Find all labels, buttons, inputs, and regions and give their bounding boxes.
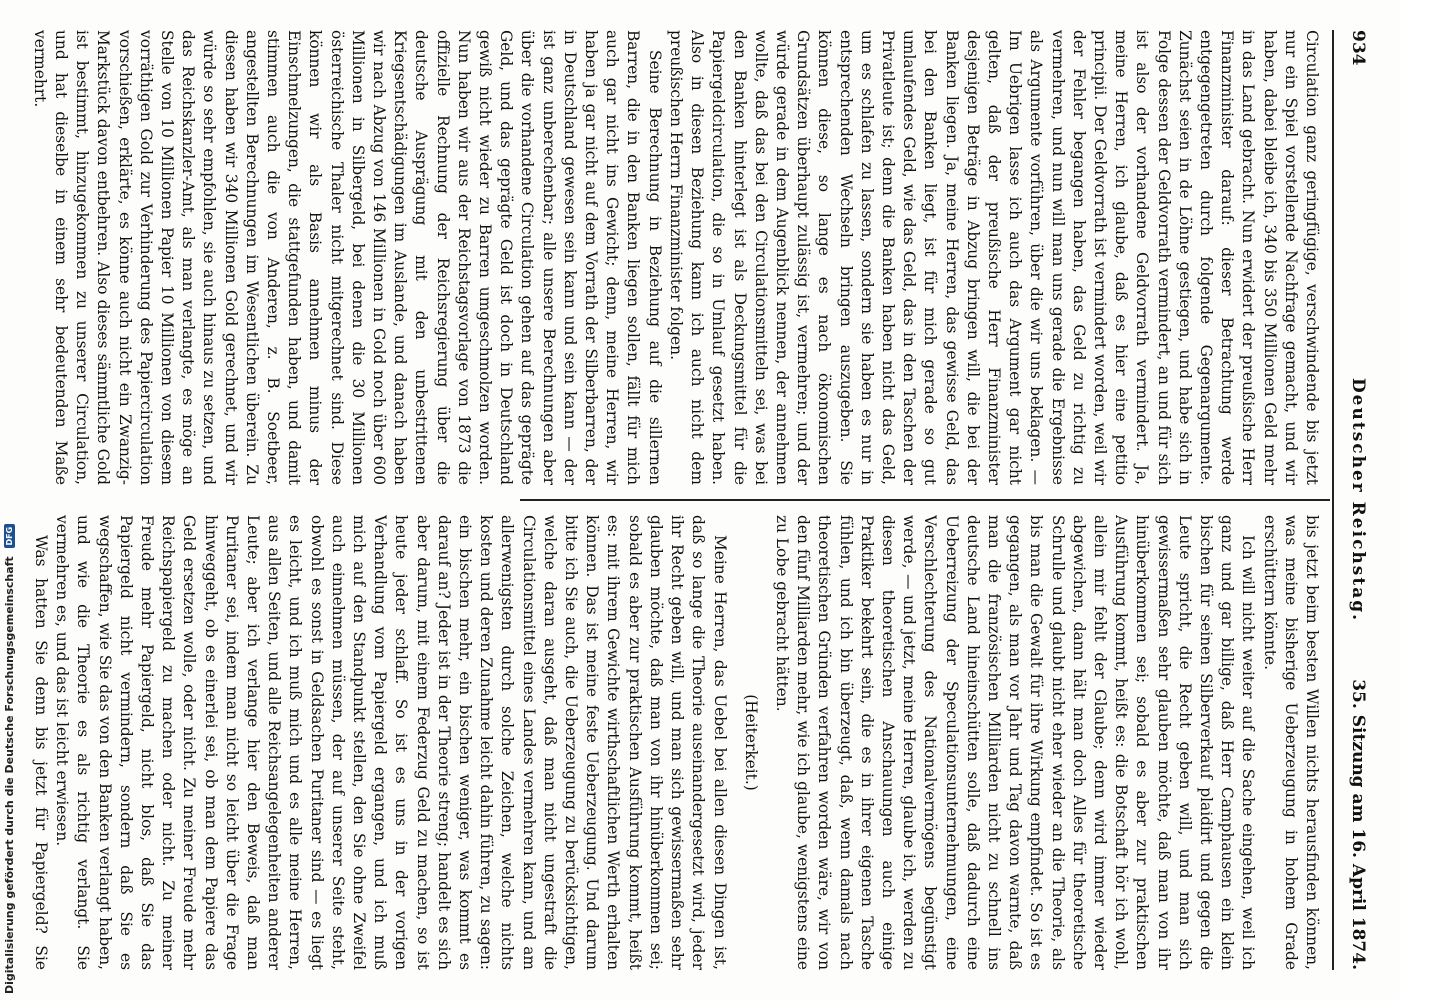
stage-direction: (Heiterkeit.) [741, 694, 760, 791]
paragraph: Was hatten Sie denn bis jetzt für Papiergeld? Sie [32, 535, 51, 970]
header-rule [1332, 30, 1334, 970]
page-number: 934 [1348, 30, 1368, 66]
paragraph: Circulation ganz geringfügige, verschwindende bis jetzt nur ein Spiel vorstellende Nachfrage gemacht, und wir haben, dabei bleibe ich, 340 bis 350 Millionen Geld mehr in das Land gebracht. Nun erwidert der preußische Herr Finanzminister darauf: dieser Betrachtung werde entgegengetreten durch folgende Gegenargumente. Zunächst seien in de Löhne gestiegen, und habe sich in Folge dessen der Geldvorrath vermindert, an und für sich ist also der vorhandene Geldvorrath vermindert. Ja, meine Herren, ich glaube, daß es hier eine petitio principii. Der Geldvorrath ist vermindert worden, weil wir der Fehler begangen haben, das Geld zu richtig zu vermehren, und nun will man uns gerade die Ergebnisse als Argumente vorführen, über die wir uns beklagen. — Im Uebrigen lasse ich auch das Argument gar nicht gelten, daß der preußische Herr Finanzminister desjenigen Beträge in Abzug bringen will, die bei der Banken liegen. Ja, meine Herren, das gewisse Geld, das bei den Banken liegt, ist für mich gerade so gut umlaufendes Geld, wie das Geld, das in den Taschen der Privatleute ist; denn die Banken haben nicht das Geld, um es schlafen zu lassen, sondern sie haben es nur in entsprechenden Wechseln bringen auszugeben. Sie können diese, so lange es nach ökonomischen Grundsätzen überhaupt zulässig ist, vermehren; und der würde gerade in dem Augenblick nennen, der annehmen wollte, daß das bei den Circulationsmitteln sei, was bei den Banken hinterlegt ist als Deckungsmittel für die Papiergeldcirculation, die so in Umlauf gesetzt haben. Also in diesen Beziehung kann ich auch nicht dem preußischen Herrn Finanzminister folgen. [666, 30, 1321, 485]
paragraph: Seine Berechnung in Beziehung auf die sillernen Barren, die in den Banken liegen sollen, fällt für mich auch gar nicht ins Gewicht; denn, meine Herren, wir haben ja gar nicht auf dem Vorrath der Silberbarren, der in Deutschland gewesen sein kann und sein kann — der ist ganz unberechenbar; alle unsere Berechnungen aber über die vorhandene Circulation gehen auf das geprägte Geld, und das geprägte Geld ist doch in Deutschland gewiß nicht wieder zu Barren umgeschmolzen worden. Nun haben wir aus der Reichstagsvorlage von 1873 die offizielle Rechnung der Reichsregierung über die deutsche Ausprägung mit den unbestrittenen Kriegsentschädigungen im Auslande, und danach haben wir nach Abzug von 146 Millionen in Gold noch über 600 Millionen in Silbergeld, bei denen die 30 Millionen österreichische Thaler nicht mitgerechnet sind. Diese können wir als Basis annehmen minus der Einschmelzungen, die stattgefunden haben, und damit stimmen auch die von Anderen, z. B. Soetbeer, angestellten Berechnungen im Wesentlichen überein. Zu diesen haben wir 340 Millionen Gold gerechnet, und wir würde so sehr empfohlen, sie auch hinaus zu setzen, und das Reichskanzler-Amt, als man verlangte, es möge an Stelle von 10 Millionen Papier 10 Millionen von diesem vorräthigen Gold zur Verhinderung des Papiercirculation vorschießen, erklärte, es könne auch nicht ein Zwanzig-Markstück davon entbehren. Also dieses sämmtliche Gold ist bestimmt, hinzugekommen zu unserer Circulation, und hat dieselbe in einem sehr bedeutenden Maße vermehrt. [30, 30, 664, 485]
page-header [1338, 30, 1372, 970]
right-column [30, 515, 1322, 970]
left-column [30, 30, 1322, 485]
session-line: 35. Sitzung am 16. April 1874. [1348, 679, 1368, 970]
digitization-credit: Digitalisierung gefördert durch die Deutsche Forschungsgemeinschaft [3, 556, 16, 994]
paragraph: Ich will nicht weiter auf die Sache eingehen, weil ich ganz und gar billige, daß Herr Camphausen ein klein bischen für seinen Silberverkauf plaidirt und gegen die Leute spricht, die Recht geben will, und man sich gewissermaßen sehr glauben möchte, daß man von ihr hinüberkommen sei; sobald es aber zur praktischen Ausführung kommt, heißt es: die Botschaft hör ich wohl, allein mir fehlt der Glaube; denn wird immer wieder abgewichen, dann hält man doch Alles für theoretische Schrulle und glaubt nicht eher wieder an die Theorie, als bis man die Gewalt für ihre Wirkung empfindet. So ist es gegangen, als man vor Jahr und Tag davon warnte, daß man die französischen Milliarden nicht zu schnell ins deutsche Land hineinschütten solle, daß dadurch eine Ueberreizung der Speculationsunternehmungen, eine Verschlechterung des Nationalvermögens begünstigt werde, — und jetzt, meine Herren, glaube ich, werden zu diesen theoretischen Anschauungen auch einige Praktiker bekehrt sein, die es in ihrer eigenen Tasche fühlen, und ich bin überzeugt, daß, wenn damals nach theoretischen Gründen verfahren worden wäre, wir von den fünf Milliarden mehr, wie ich glaube, wenigstens eine zu Lobe gebracht hätten. [772, 515, 1258, 970]
paragraph: bis jetzt beim besten Willen nichts herausfinden können, was meine bisherige Ueberzeugung in hohem Grade erschüttern könnte. [1260, 515, 1321, 970]
column-divider [520, 499, 1330, 501]
paragraph: Meine Herren, das Uebel bei allen diesen Dingen ist, daß so lange die Theorie auseinandergesetzt wird, jeder ihr Recht geben will, und man sich gewissermaßen sehr glauben möchte, daß man von ihr hinüberkommen sei; sobald es aber zur praktischen Ausführung kommt, heißt es: mit ihrem Gewichte wirthschaftlichen Werth erhalten können. Das ist meine feste Ueberzeugung. Und darum bitte ich Sie auch, die Ueberzeugung zu berücksichtigen, welche daran ausgeht, daß man nicht ungestraft die Circulationsmittel eines Landes vermehren kann, und am allerwenigsten durch solche Zeichen, welche nichts kosten und deren Zunahme leicht dahin führen, zu sagen: ein bischen mehr, ein bischen weniger, was kommt es darauf an? Jeder ist in der Theorie streng; handelt es sich aber darum, mit einem Federzug Geld zu machen, so ist heute jeder schlaff. So ist es uns in der vorigen Verhandlung vom Papiergeld ergangen, und ich muß mich auf den Standpunkt stellen, den Sie ohne Zweifel auch einnehmen müssen, der auf unserer Seite steht, obwohl es sonst in Geldsachen Puritaner sind — es liegt es leicht, und ich muß mich und es alle meine Herren, aus allen Seiten, und alle Reichsangelegenheiten anderer Leute; aber ich verlange hier den Beweis, daß man Puritaner sei, indem man nicht so leicht über die Frage hinweggeht, ob es einerlei sei, ob man dem Papiere das Geld ersetzen wolle, oder nicht. Zu meiner Freude mehr Reichspapiergeld zu machen oder nicht. Zu meiner Freude mehr Papiergeld, nicht blos, daß Sie das Papiergeld nicht vermindern, sondern daß Sie es wegschaffen, wie Sie das von den Banken verlangt haben, und wie die Theorie es als richtig verlangt. Sie vermehren es, und das ist leicht erwiesen. [53, 515, 729, 970]
digitization-footer [3, 526, 21, 994]
dfg-logo: DFG [4, 524, 15, 549]
running-title: Deutscher Reichstag. [1348, 377, 1368, 623]
